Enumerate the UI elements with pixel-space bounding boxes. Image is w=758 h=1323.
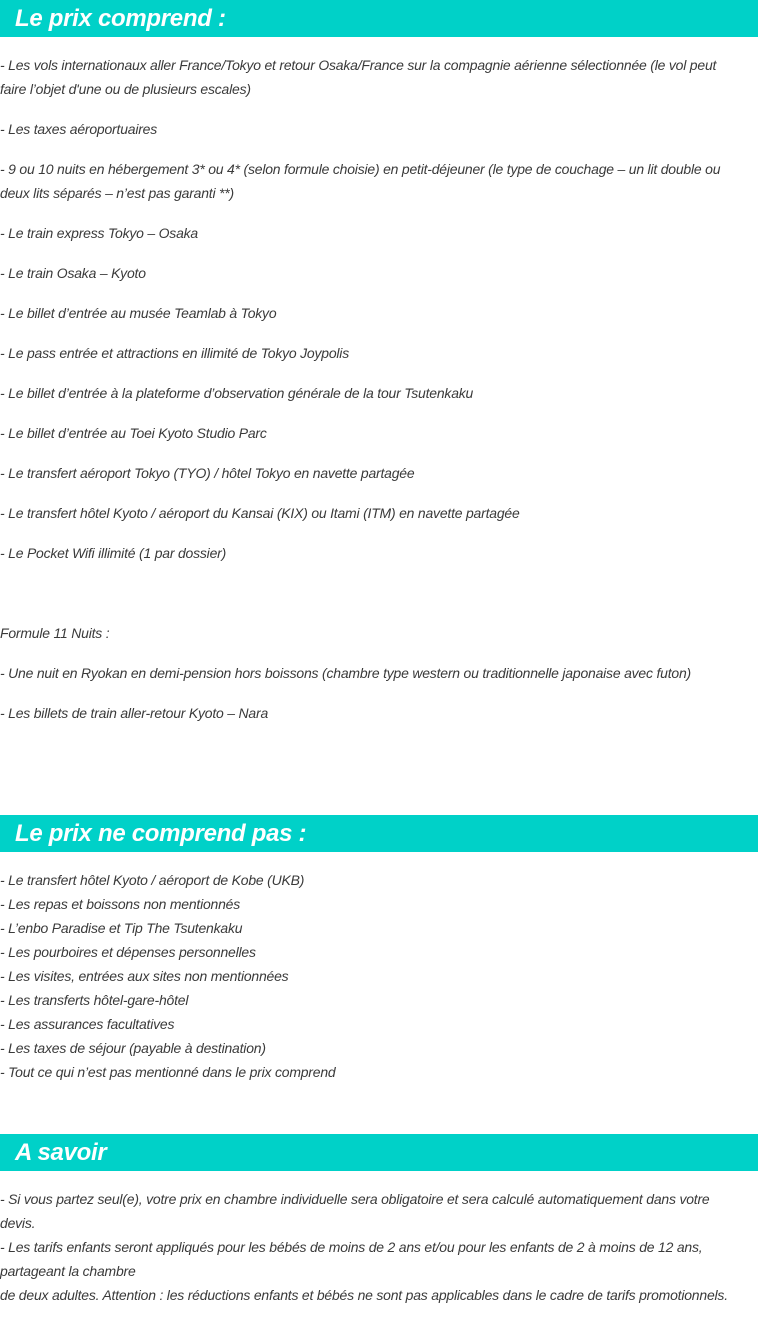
formula-title: Formule 11 Nuits : xyxy=(0,625,110,641)
included-title: Le prix comprend : xyxy=(15,5,226,32)
excluded-header-band xyxy=(0,815,758,852)
included-item: - Le transfert aéroport Tokyo (TYO) / hôtel Tokyo en navette partagée xyxy=(0,465,415,481)
included-item: - Les vols internationaux aller France/Tokyo et retour Osaka/France sur la compagnie aérienne sélectionnée (le vol peut xyxy=(0,57,717,73)
included-header-band xyxy=(0,0,758,37)
included-item: - Le transfert hôtel Kyoto / aéroport du Kansai (KIX) ou Itami (ITM) en navette partagée xyxy=(0,505,520,521)
included-item: - Le train Osaka – Kyoto xyxy=(0,265,146,281)
excluded-item: - Tout ce qui n’est pas mentionné dans le prix comprend xyxy=(0,1064,336,1080)
excluded-item: - Les assurances facultatives xyxy=(0,1016,175,1032)
info-line: - Les tarifs enfants seront appliqués pour les bébés de moins de 2 ans et/ou pour les enfants de 2 à moins de 12 ans, xyxy=(0,1239,703,1255)
formula-item: - Les billets de train aller-retour Kyoto – Nara xyxy=(0,705,269,721)
excluded-title: Le prix ne comprend pas : xyxy=(15,820,307,847)
info-line: de deux adultes. Attention : les réductions enfants et bébés ne sont pas applicables dans le cadre de tarifs promotionnels. xyxy=(0,1287,728,1303)
excluded-item: - Les visites, entrées aux sites non mentionnées xyxy=(0,968,289,984)
excluded-item: - Les taxes de séjour (payable à destination) xyxy=(0,1040,266,1056)
included-item: faire l’objet d'une ou de plusieurs escales) xyxy=(0,81,251,97)
formula-item: - Une nuit en Ryokan en demi-pension hors boissons (chambre type western ou traditionnelle japonaise avec futon) xyxy=(0,665,691,681)
included-item: - Le billet d’entrée à la plateforme d’observation générale de la tour Tsutenkaku xyxy=(0,385,474,401)
info-line: devis. xyxy=(0,1215,36,1231)
excluded-item: - Les pourboires et dépenses personnelles xyxy=(0,944,256,960)
included-item: - Le billet d’entrée au musée Teamlab à Tokyo xyxy=(0,305,277,321)
info-title: A savoir xyxy=(15,1139,107,1166)
included-item: - 9 ou 10 nuits en hébergement 3* ou 4* (selon formule choisie) en petit-déjeuner (le type de couchage – un lit double ou xyxy=(0,161,721,177)
included-item: - Le pass entrée et attractions en illimité de Tokyo Joypolis xyxy=(0,345,349,361)
info-line: partageant la chambre xyxy=(0,1263,136,1279)
excluded-item: - Les repas et boissons non mentionnés xyxy=(0,896,241,912)
included-item: deux lits séparés – n’est pas garanti **) xyxy=(0,185,234,201)
included-item: - Le Pocket Wifi illimité (1 par dossier) xyxy=(0,545,227,561)
excluded-item: - Les transferts hôtel-gare-hôtel xyxy=(0,992,189,1008)
excluded-item: - Le transfert hôtel Kyoto / aéroport de Kobe (UKB) xyxy=(0,872,305,888)
info-line: - Si vous partez seul(e), votre prix en chambre individuelle sera obligatoire et sera calculé automatiquement dans votre xyxy=(0,1191,710,1207)
info-header-band xyxy=(0,1134,758,1171)
included-item: - Les taxes aéroportuaires xyxy=(0,121,158,137)
included-item: - Le billet d’entrée au Toei Kyoto Studio Parc xyxy=(0,425,267,441)
included-item: - Le train express Tokyo – Osaka xyxy=(0,225,198,241)
excluded-item: - L’enbo Paradise et Tip The Tsutenkaku xyxy=(0,920,243,936)
